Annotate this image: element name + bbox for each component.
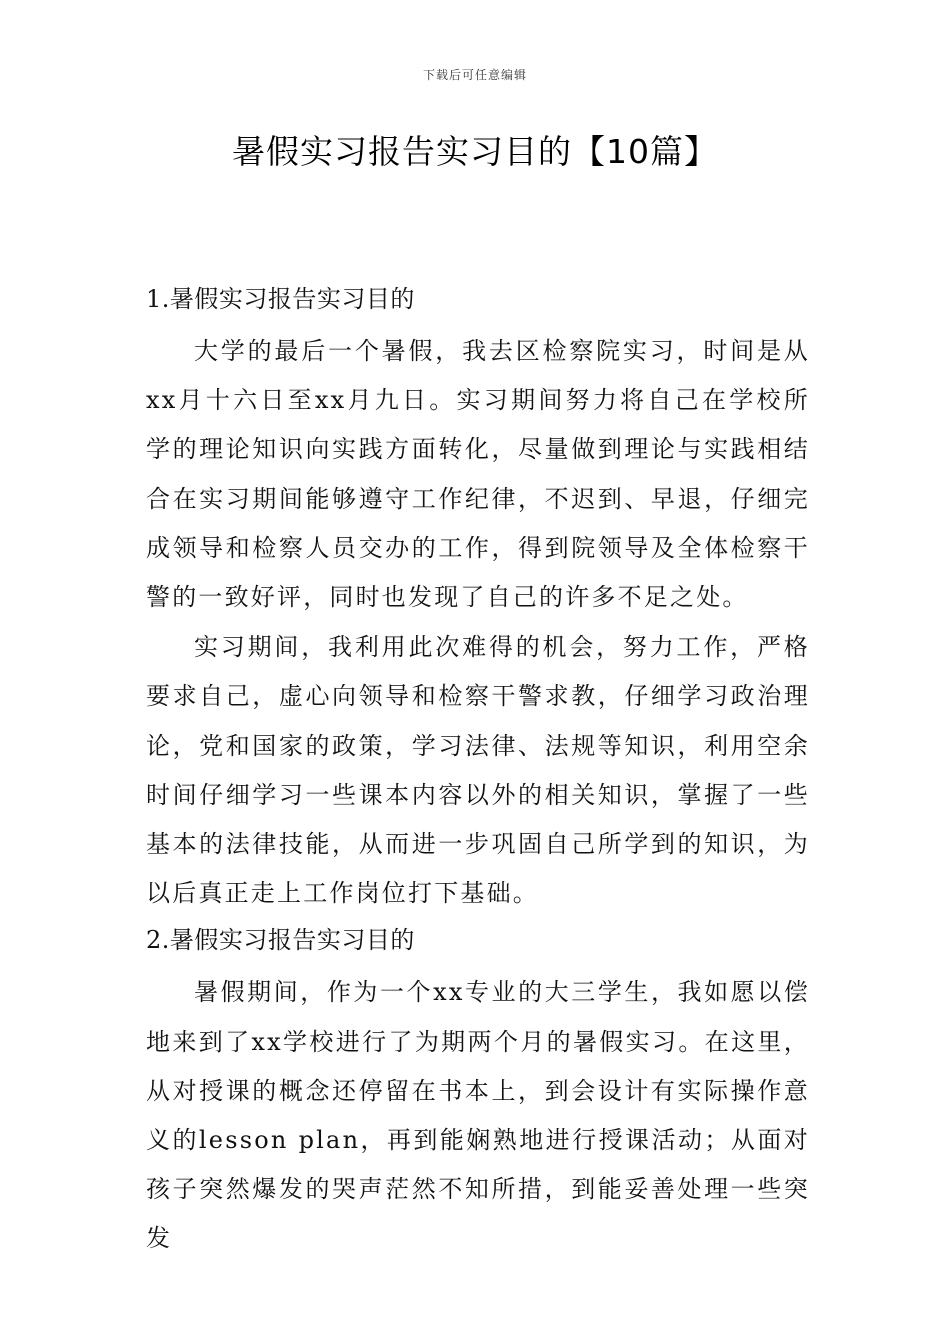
section-heading-1: 1.暑假实习报告实习目的 xyxy=(146,285,415,313)
document-title: 暑假实习报告实习目的【10篇】 xyxy=(232,132,718,171)
header-note: 下载后可任意编辑 xyxy=(422,68,527,82)
section-1-paragraph-2: 实习期间，我利用此次难得的机会，努力工作，严格要求自己，虚心向领导和检察干警求教，仔细学习政治理论，党和国家的政策，学习法律、法规等知识，利用空余时间仔细学习一些课本内容以外的相关知识，掌握了一些基本的法律技能，从而进一步巩固自己所学到的知识，为以后真正走上工作岗位打下基础。 xyxy=(146,633,810,908)
section-2-paragraph-1: 暑假期间，作为一个xx专业的大三学生，我如愿以偿地来到了xx学校进行了为期两个月的暑假实习。在这里，从对授课的概念还停留在书本上，到会设计有实际操作意义的lesson plan，再到能娴熟地进行授课活动；从面对孩子突然爆发的哭声茫然不知所措，到能妥善处理一些突发 xyxy=(146,978,810,1253)
section-1-paragraph-1: 大学的最后一个暑假，我去区检察院实习，时间是从xx月十六日至xx月九日。实习期间努力将自己在学校所学的理论知识向实践方面转化，尽量做到理论与实践相结合在实习期间能够遵守工作纪律，不迟到、早退，仔细完成领导和检察人员交办的工作，得到院领导及全体检察干警的一致好评，同时也发现了自己的许多不足之处。 xyxy=(146,337,810,612)
section-heading-2: 2.暑假实习报告实习目的 xyxy=(146,926,415,955)
document-body xyxy=(146,280,810,1264)
